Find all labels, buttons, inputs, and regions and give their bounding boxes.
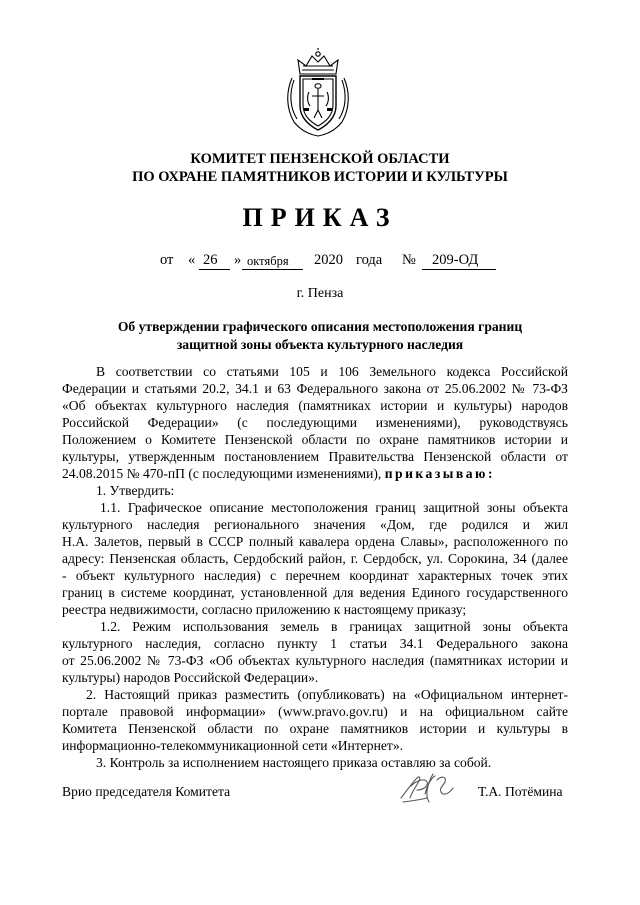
body-line: Российской Федерации» (с последующими изменениями), руководствуясь [62,415,568,430]
order-month: октября [247,254,289,268]
body-line: культуры, утвержденным постановлением Правительства Пензенской области от [62,449,568,464]
document-type-title: ПРИКАЗ [242,203,398,232]
body-line: Н.А. Залетов, первый в СССР полный кавалера ордена Славы», расположенного по [62,534,568,549]
org-name-line-2: ПО ОХРАНЕ ПАМЯТНИКОВ ИСТОРИИ И КУЛЬТУРЫ [132,169,508,185]
order-day: 26 [203,252,218,268]
body-line-text: 24.08.2015 № 470-пП (с последующими изменениями), [62,466,382,481]
body-line: культурного наследия регионального значения «Дом, где родился и жил [62,517,568,532]
quote-open: « [188,252,196,268]
body-line: 1. Утвердить: [96,483,175,498]
number-underline [422,269,496,270]
body-line: В соответствии со статьями 105 и 106 Земельного кодекса Российской [96,364,568,379]
order-year: 2020 [314,252,343,268]
from-label: от [160,252,174,268]
body-line: - объект культурного наследия) с перечнем координат характерных точек этих [62,568,568,583]
body-line: от 25.06.2002 № 73-ФЗ «Об объектах культурного наследия (памятниках истории и [62,653,568,668]
body-line: «Об объектах культурного наследия (памятниках истории и культуры) народов [62,398,568,413]
body-line [62,465,568,482]
body-line: Федерации и статьями 20.2, 34.1 и 63 Федерального закона от 25.06.2002 № 73-ФЗ [62,381,568,396]
body-line: культуры) народов Российской Федерации». [62,670,319,685]
number-label: № [402,252,416,268]
body-line: 2. Настоящий приказ разместить (опубликовать) на «Официальном интернет- [86,687,568,702]
body-line: границ в системе координат, установленной для ведения Единого государственного [62,585,568,600]
day-underline [199,269,230,270]
month-underline [242,269,303,270]
org-name-line-1: КОМИТЕТ ПЕНЗЕНСКОЙ ОБЛАСТИ [190,151,450,167]
body-line: Комитета Пензенской области по охране памятников истории и культуры в [62,721,568,736]
body-line: 3. Контроль за исполнением настоящего приказа оставляю за собой. [96,755,492,770]
subject-line-1: Об утверждении графического описания местоположения границ [117,319,523,334]
order-word: приказываю: [384,466,495,481]
handwritten-signature [397,768,463,806]
body-line: Положением о Комитете Пензенской области по охране памятников истории и [62,432,568,447]
subject-line-2: защитной зоны объекта культурного наследия [176,337,464,352]
body-line: реестра недвижимости, согласно приложению к настоящему приказу; [62,602,467,617]
body-line: 1.1. Графическое описание местоположения границ защитной зоны объекта [100,500,568,515]
order-date-number-line [0,252,640,274]
body-line: 1.2. Режим использования земель в границах защитной зоны объекта [100,619,568,634]
quote-close: » [234,252,242,268]
city: г. Пенза [296,286,344,301]
year-label: года [356,252,383,268]
body-line: портале правовой информации» (www.pravo.gov.ru) и на официальном сайте [62,704,568,719]
body-line: культурного наследия, согласно пункту 1 статьи 34.1 Федерального закона [62,636,568,651]
order-number: 209-ОД [432,252,479,268]
body-line: адресу: Пензенская область, Сердобский район, г. Сердобск, ул. Сорокина, 34 (далее [62,551,568,566]
body-line: информационно-телекоммуникационной сети «Интернет». [62,738,404,753]
signatory-name: Т.А. Потёмина [478,784,563,799]
coat-of-arms-icon [282,48,354,138]
signatory-position: Врио председателя Комитета [62,784,231,799]
